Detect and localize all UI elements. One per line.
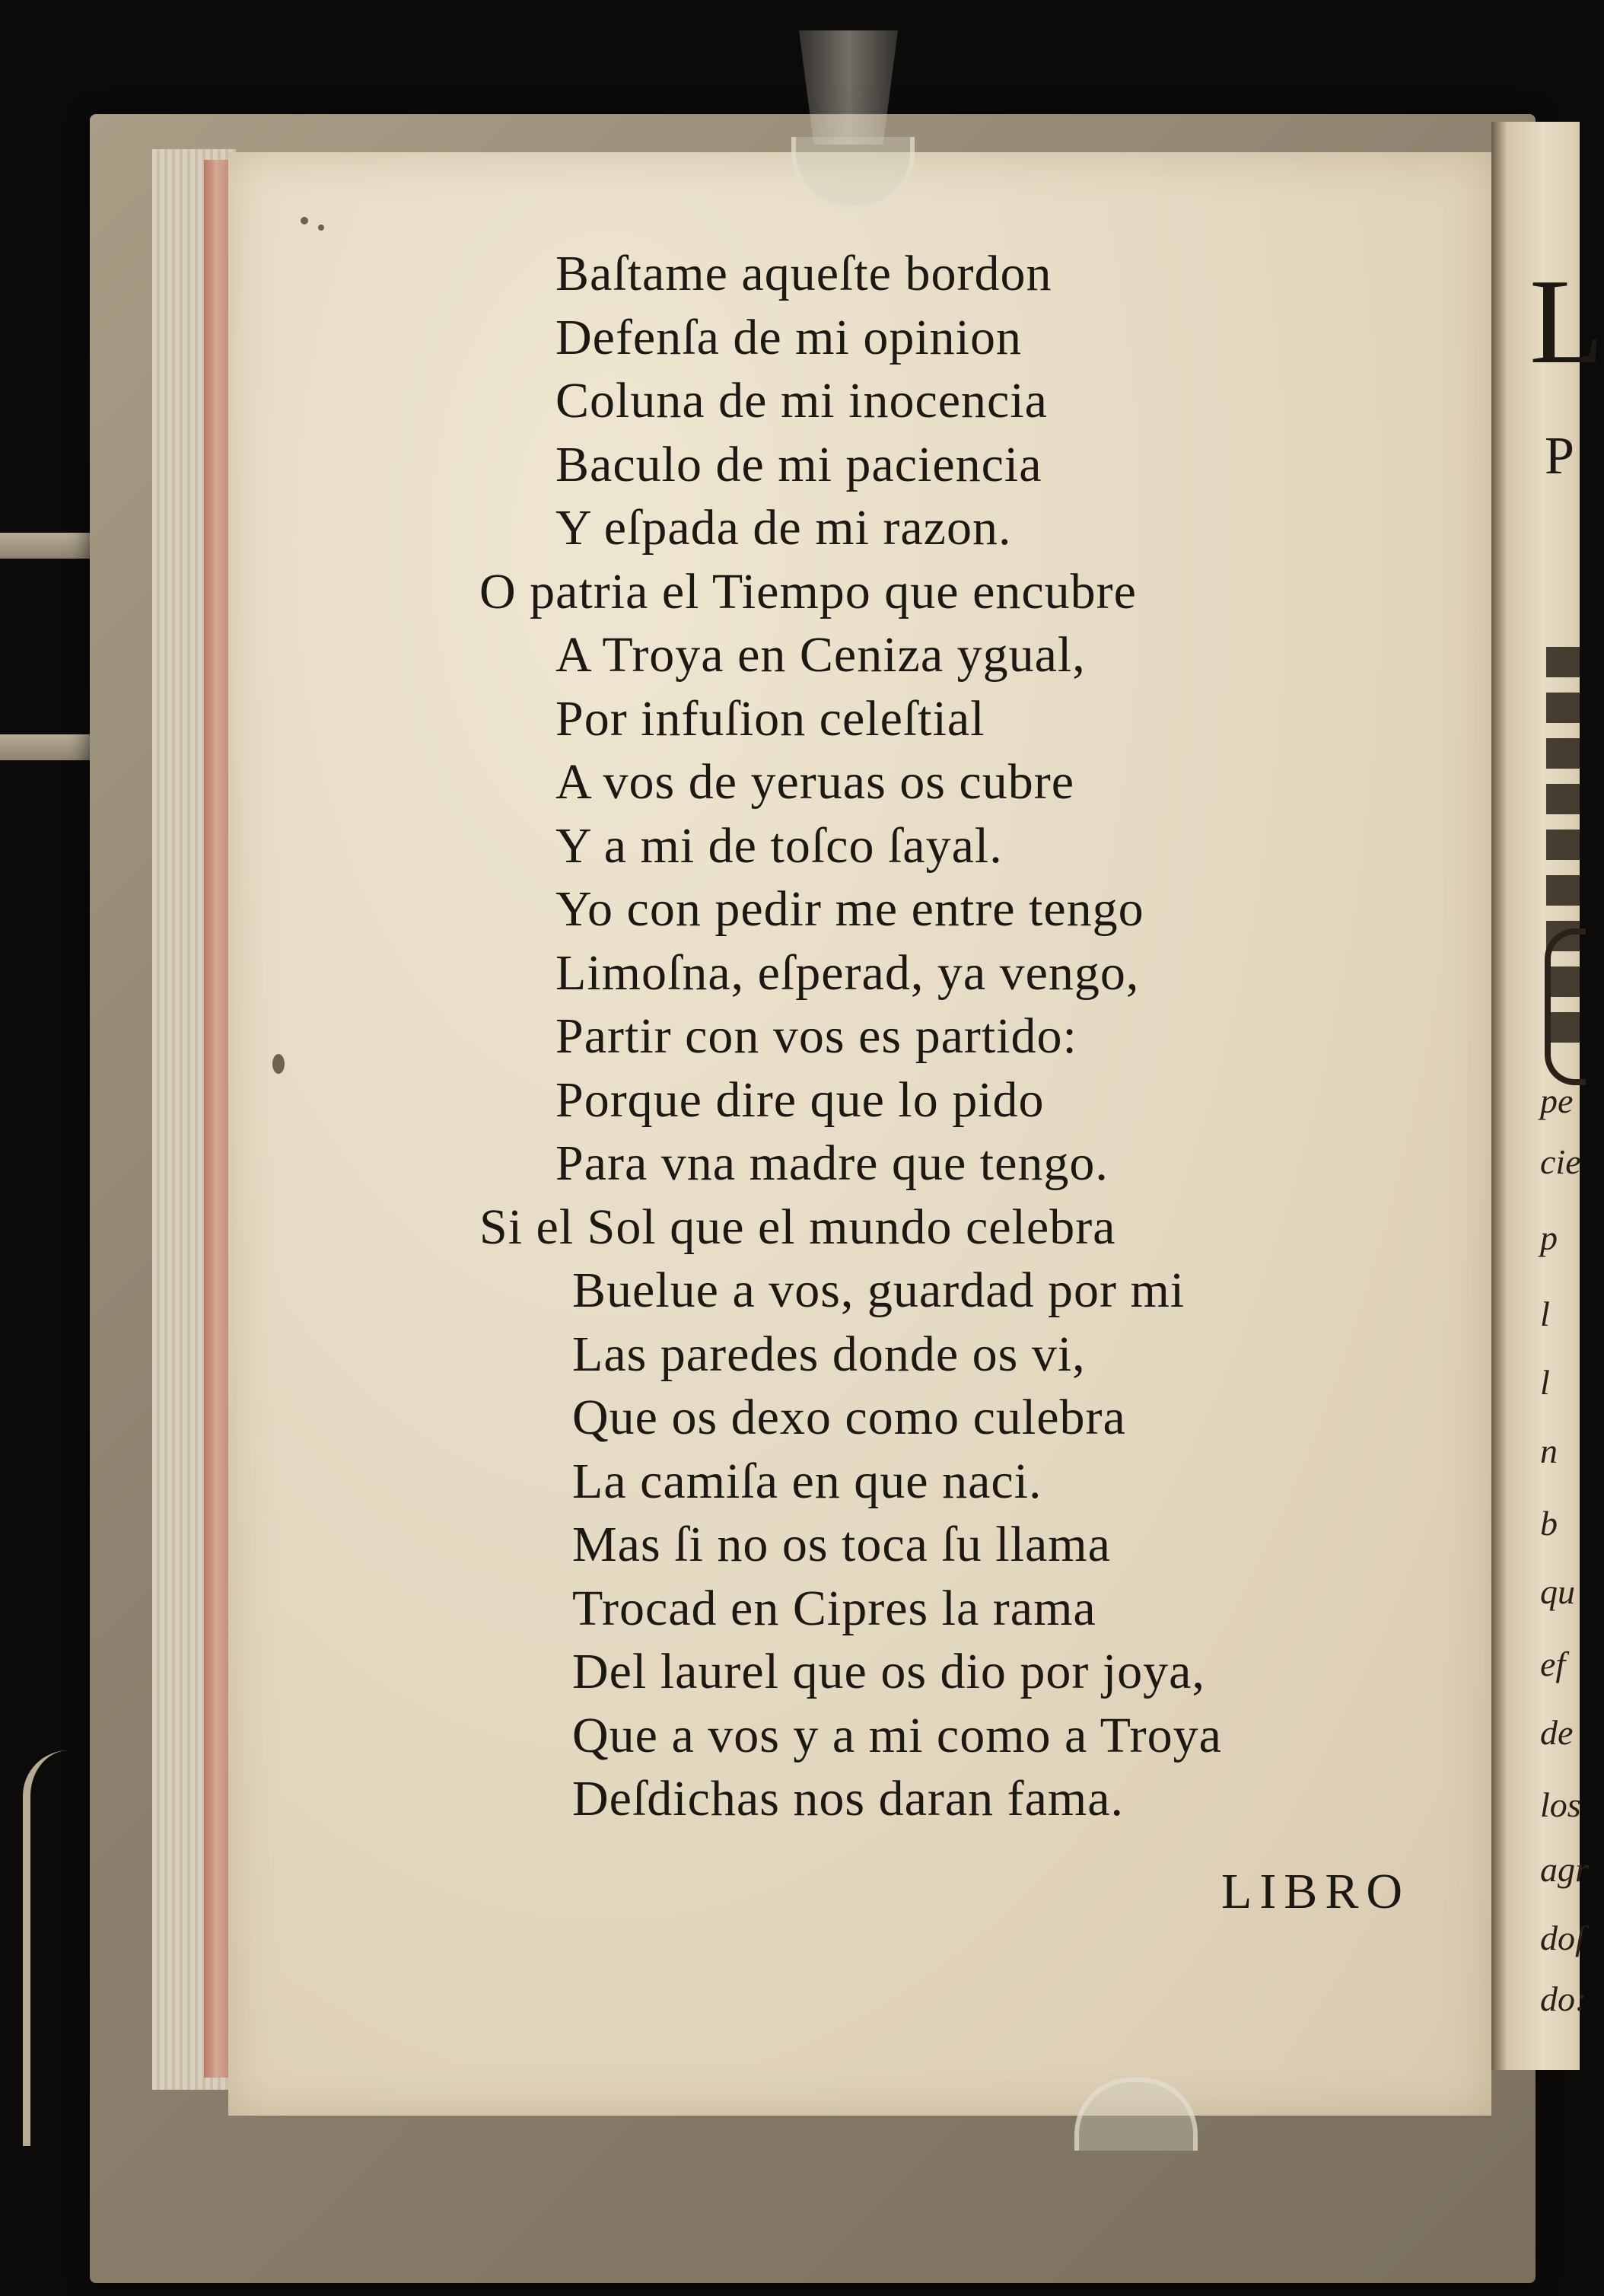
facing-page-fragment: agr — [1540, 1850, 1589, 1889]
verse-line: Limoſna, eſperad, ya vengo, — [555, 944, 1140, 1001]
verse-line: Trocad en Cipres la rama — [572, 1580, 1096, 1636]
ink-spot — [301, 217, 308, 225]
verse-line: Mas ſi no os toca ſu llama — [572, 1517, 1111, 1572]
facing-page-fragment: doſ — [1540, 1919, 1585, 1957]
ink-spot — [272, 1054, 285, 1074]
facing-page-fragment: pe — [1540, 1081, 1574, 1120]
verse-line: Por infuſion celeſtial — [555, 690, 985, 747]
verse-line: Y a mi de toſco ſayal. — [555, 817, 1003, 874]
verse-line: Defenſa de mi opinion — [555, 309, 1023, 365]
facing-page-fragment: n — [1540, 1431, 1558, 1470]
verse-line: Porque dire que lo pido — [555, 1072, 1045, 1128]
verse-line: Que os dexo como culebra — [572, 1390, 1126, 1445]
verse-line: Del laurel que os dio por joya, — [572, 1644, 1205, 1699]
verse-line: Baculo de mi paciencia — [555, 436, 1042, 492]
verse-line: Baſtame aqueſte bordon — [555, 246, 1052, 301]
clasp-stem-top — [799, 30, 898, 145]
verse-line: A Troya en Ceniza ygual, — [555, 627, 1086, 683]
facing-page-fragment: p — [1540, 1218, 1558, 1257]
verse-line: Partir con vos es partido: — [555, 1008, 1077, 1064]
verse-line: Buelue a vos, guardad por mi — [572, 1263, 1185, 1318]
facing-page-initial: L — [1529, 253, 1604, 389]
verse-line: A vos de yeruas os cubre — [555, 754, 1075, 810]
catchword: LIBRO — [1221, 1864, 1410, 1919]
red-edge-gilding — [204, 160, 230, 2078]
verse-block — [479, 242, 1431, 1831]
verse-line: Coluna de mi inocencia — [555, 373, 1048, 428]
verse-line: Para vna madre que tengo. — [555, 1135, 1109, 1191]
verse-line: Yo con pedir me entre tengo — [555, 881, 1144, 937]
verse-line: Y eſpada de mi razon. — [555, 500, 1012, 556]
facing-page-fragment: ef — [1540, 1645, 1566, 1683]
facing-page-letter: P — [1545, 427, 1574, 486]
verse-line: Si el Sol que el mundo celebra — [479, 1199, 1116, 1255]
facing-page-fragment: do: — [1540, 1979, 1587, 2018]
facing-page-fragment: l — [1540, 1294, 1550, 1333]
ink-spot — [318, 225, 324, 231]
facing-page-fragment: los — [1540, 1785, 1581, 1824]
facing-page-fragment: cie — [1540, 1142, 1581, 1181]
facing-page-fragment: qu — [1540, 1572, 1575, 1611]
verse-line: Deſdichas nos daran fama. — [572, 1771, 1125, 1826]
facing-page-fragment: de — [1540, 1713, 1574, 1752]
facing-page-fragment: l — [1540, 1363, 1550, 1402]
verse-line: O patria el Tiempo que encubre — [479, 563, 1137, 619]
facing-page-fragment: b — [1540, 1504, 1558, 1543]
facing-page-ornament-curl — [1545, 928, 1586, 1085]
binding-cord — [23, 1750, 84, 2146]
verse-line: Que a vos y a mi como a Troya — [572, 1707, 1222, 1763]
verse-line: La camiſa en que naci. — [572, 1453, 1042, 1509]
verse-line: Las paredes donde os vi, — [572, 1326, 1086, 1382]
